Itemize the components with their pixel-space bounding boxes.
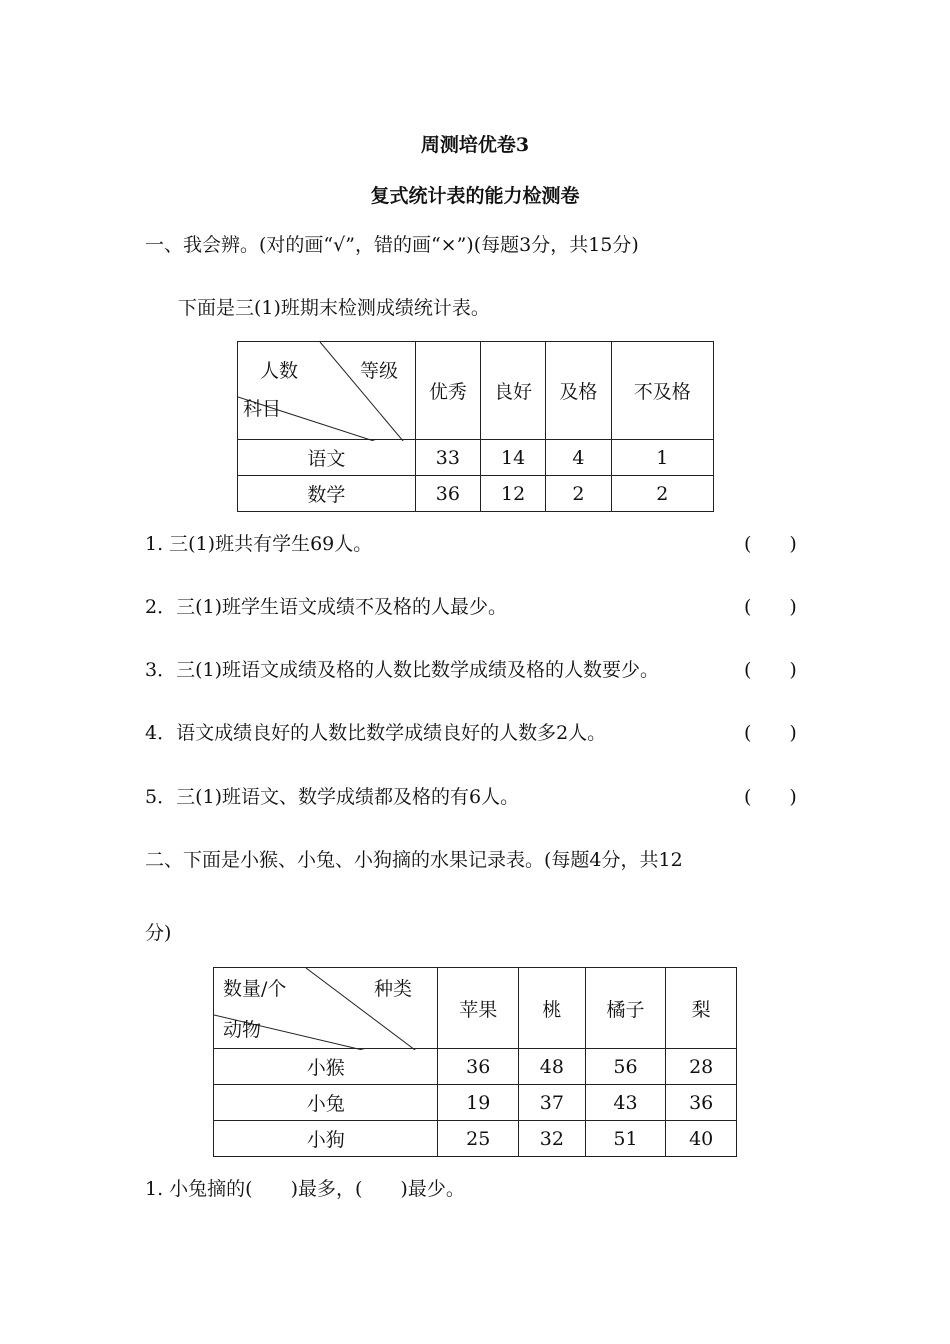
table-row <box>238 440 714 476</box>
answer-blank[interactable]: ( ) <box>744 722 797 744</box>
answer-blank[interactable]: ( ) <box>744 659 797 681</box>
table-cell: 25 <box>438 1121 519 1157</box>
column-header: 不及格 <box>611 342 713 440</box>
row-label: 小狗 <box>214 1121 438 1157</box>
table-cell: 36 <box>438 1049 519 1085</box>
table-cell: 43 <box>585 1085 666 1121</box>
column-header: 良好 <box>481 342 546 440</box>
column-header: 橘子 <box>585 968 666 1049</box>
corner-top-label: 数量/个 <box>223 978 287 1000</box>
column-header: 苹果 <box>438 968 519 1049</box>
row-label: 数学 <box>238 476 416 512</box>
table-cell: 2 <box>611 476 713 512</box>
section2-heading-cont: 分) <box>145 922 172 944</box>
table-cell: 12 <box>481 476 546 512</box>
column-header: 优秀 <box>415 342 480 440</box>
question-1: 1. 三(1)班共有学生69人。 <box>145 533 373 555</box>
corner-top-label: 人数 <box>260 360 299 382</box>
row-label: 语文 <box>238 440 416 476</box>
column-header: 梨 <box>666 968 737 1049</box>
section2-heading: 二、下面是小猴、小兔、小狗摘的水果记录表。(每题4分，共12 <box>145 849 683 871</box>
question-3: 3．三(1)班语文成绩及格的人数比数学成绩及格的人数要少。 <box>145 659 660 681</box>
row-label: 小兔 <box>214 1085 438 1121</box>
question-5: 5．三(1)班语文、数学成绩都及格的有6人。 <box>145 786 520 808</box>
table-cell: 36 <box>666 1085 737 1121</box>
table-row <box>238 476 714 512</box>
section2-question-1: 1. 小兔摘的( )最多，( )最少。 <box>145 1178 465 1200</box>
corner-bottom-label: 科目 <box>243 398 282 420</box>
answer-blank[interactable]: ( ) <box>744 786 797 808</box>
table-cell: 4 <box>546 440 611 476</box>
table-header-row <box>214 968 737 1049</box>
corner-right-label: 等级 <box>360 360 399 382</box>
page-subtitle: 复式统计表的能力检测卷 <box>370 185 580 207</box>
fruit-table <box>213 967 737 1157</box>
question-2: 2．三(1)班学生语文成绩不及格的人最少。 <box>145 596 508 618</box>
table-cell: 2 <box>546 476 611 512</box>
section1-intro: 下面是三(1)班期末检测成绩统计表。 <box>178 297 490 319</box>
column-header: 桃 <box>519 968 586 1049</box>
table-row <box>214 1049 737 1085</box>
table-cell: 36 <box>415 476 480 512</box>
diagonal-header-cell <box>214 968 438 1049</box>
table-cell: 37 <box>519 1085 586 1121</box>
corner-bottom-label: 动物 <box>223 1019 262 1041</box>
answer-blank[interactable]: ( ) <box>744 596 797 618</box>
table-cell: 33 <box>415 440 480 476</box>
row-label: 小猴 <box>214 1049 438 1085</box>
table-cell: 40 <box>666 1121 737 1157</box>
question-4: 4．语文成绩良好的人数比数学成绩良好的人数多2人。 <box>145 722 607 744</box>
corner-right-label: 种类 <box>374 978 413 1000</box>
page-title: 周测培优卷3 <box>420 134 530 156</box>
score-table <box>237 341 714 512</box>
table-cell: 19 <box>438 1085 519 1121</box>
table-cell: 28 <box>666 1049 737 1085</box>
table-row <box>214 1085 737 1121</box>
table-row <box>214 1121 737 1157</box>
table-cell: 51 <box>585 1121 666 1157</box>
diagonal-header-cell <box>238 342 416 440</box>
table-cell: 1 <box>611 440 713 476</box>
table-cell: 14 <box>481 440 546 476</box>
table-cell: 48 <box>519 1049 586 1085</box>
answer-blank[interactable]: ( ) <box>744 533 797 555</box>
table-cell: 32 <box>519 1121 586 1157</box>
column-header: 及格 <box>546 342 611 440</box>
table-cell: 56 <box>585 1049 666 1085</box>
section1-heading: 一、我会辨。(对的画“√”，错的画“×”)(每题3分，共15分) <box>145 234 639 256</box>
table-header-row <box>238 342 714 440</box>
